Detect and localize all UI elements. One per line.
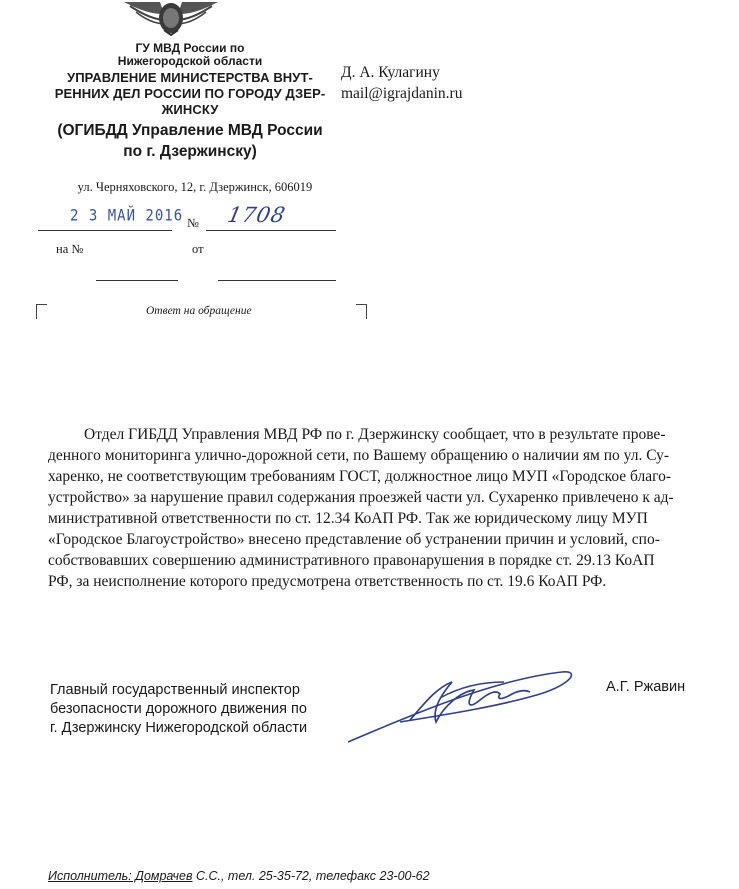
body-line: «Городское Благоустройство» внесено представление об устранении причин и условий, спо- [48,531,660,548]
date-stamp: 2 3 МАЙ 2016 [70,206,184,226]
number-line [206,230,336,231]
org-name [60,42,320,68]
department-name [48,70,332,118]
body-line: устройство» за нарушение правил содержания проезжей части ул. Сухаренко привлечено к ад- [48,489,674,506]
body-line: министративной ответственности по ст. 12.34 КоАП РФ. Так же юридическому лицу МУП [48,510,648,527]
signatory-title [50,681,307,738]
recipient-block [341,62,462,104]
signatory-title-line-2: безопасности дорожного движения по [50,701,307,717]
subject-left-bracket [36,304,47,319]
dept-line-3: ЖИНСКУ [161,102,219,117]
body-line: денного мониторинга улично-дорожной сети, по Вашему обращению о наличии ям по ул. Су- [48,447,670,464]
body-line: собствовавших совершению административного правонарушения в порядке ст. 29.13 КоАП [48,552,655,569]
body-line: харенко, не соответствующим требованиям ГОСТ, должностное лицо МУП «Городское благо- [48,468,672,485]
body-line: Отдел ГИБДД Управления МВД РФ по г. Дзержинску сообщает, что в результате прове- [84,426,666,443]
signatory-title-line-1: Главный государственный инспектор [50,682,300,698]
ref-date-label: от [192,242,204,256]
ref-date-line [218,280,336,281]
date-line [38,230,172,231]
recipient-email: mail@igrajdanin.ru [341,85,463,102]
org-address: ул. Черняховского, 12, г. Дзержинск, 606019 [77,180,313,194]
signatory-name: А.Г. Ржавин [606,679,686,695]
short-line-2: по г. Дзержинску) [123,143,257,160]
eagle-emblem-icon [120,0,222,36]
org-line-1: ГУ МВД России по [135,41,245,55]
dept-line-2: РЕННИХ ДЕЛ РОССИИ ПО ГОРОДУ ДЗЕР- [54,86,326,101]
document-number: 1708 [225,203,289,227]
dept-line-1: УПРАВЛЕНИЕ МИНИСТЕРСТВА ВНУТ- [67,70,313,85]
department-short-name [40,120,340,162]
subject-right-bracket [356,304,367,319]
executor-label: Исполнитель: Домрачев [48,869,193,883]
org-line-2: Нижегородской области [117,54,263,68]
letter-body [48,424,720,592]
ref-number-label: на № [56,242,84,256]
short-line-1: (ОГИБДД Управление МВД России [57,122,323,139]
executor-info [48,869,430,883]
signatory-title-line-3: г. Дзержинску Нижегородской области [50,720,308,736]
handwritten-signature-icon [340,660,580,750]
recipient-name: Д. А. Кулагину [341,64,440,81]
subject-line: Ответ на обращение [146,305,252,317]
number-label: № [187,216,199,230]
body-line: РФ, за неисполнение которого предусмотрена ответственность по ст. 19.6 КоАП РФ. [48,573,607,590]
ref-number-line [96,280,178,281]
executor-contacts: С.С., тел. 25-35-72, телефакс 23-00-62 [192,869,430,883]
